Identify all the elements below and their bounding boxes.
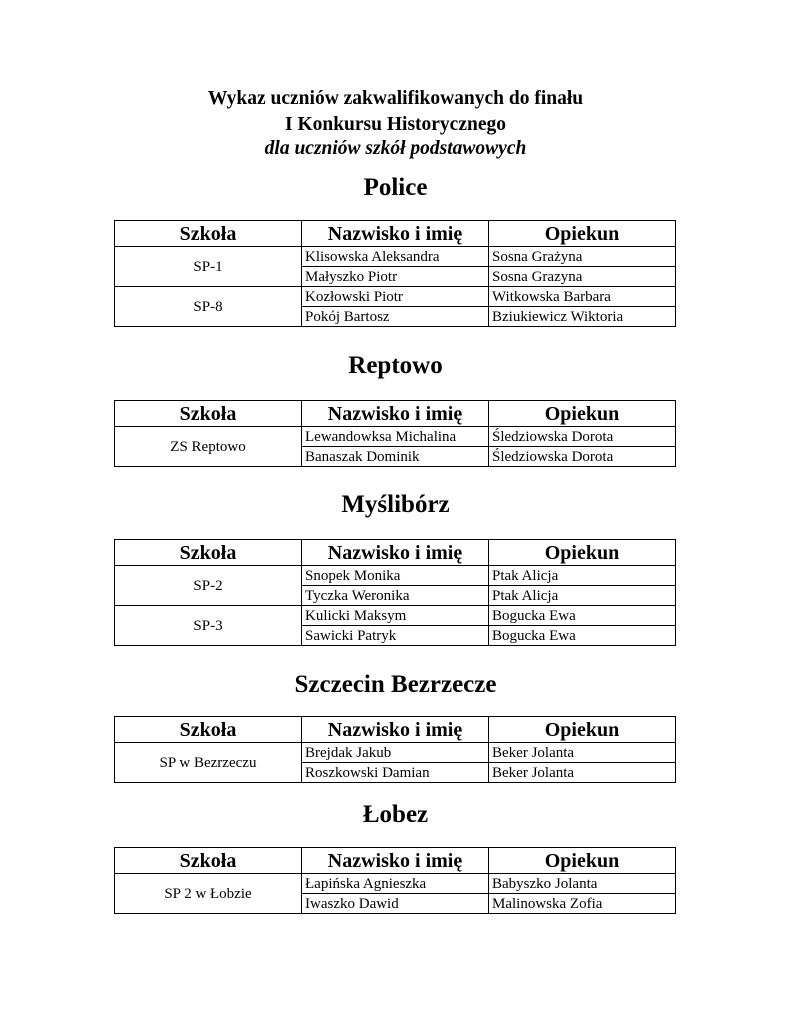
mentor-cell: Malinowska Zofia bbox=[489, 894, 676, 914]
mentor-cell: Bogucka Ewa bbox=[489, 606, 676, 626]
table-row bbox=[115, 247, 676, 267]
table-row bbox=[115, 743, 676, 763]
column-header-name: Nazwisko i imię bbox=[302, 401, 489, 427]
student-name-cell: Iwaszko Dawid bbox=[302, 894, 489, 914]
student-name-cell: Tyczka Weronika bbox=[302, 586, 489, 606]
table-header-row bbox=[115, 540, 676, 566]
school-cell: SP-8 bbox=[115, 287, 302, 327]
city-heading-lobez: Łobez bbox=[362, 801, 429, 828]
school-cell: SP 2 w Łobzie bbox=[115, 874, 302, 914]
student-name-cell: Sawicki Patryk bbox=[302, 626, 489, 646]
results-table-reptowo bbox=[114, 400, 676, 467]
results-table-lobez bbox=[114, 847, 676, 914]
column-header-mentor: Opiekun bbox=[489, 540, 676, 566]
column-header-school: Szkoła bbox=[115, 717, 302, 743]
student-name-cell: Banaszak Dominik bbox=[302, 447, 489, 467]
mentor-cell: Ptak Alicja bbox=[489, 566, 676, 586]
table-row bbox=[115, 874, 676, 894]
table-header-row bbox=[115, 848, 676, 874]
student-name-cell: Łapińska Agnieszka bbox=[302, 874, 489, 894]
student-name-cell: Klisowska Aleksandra bbox=[302, 247, 489, 267]
column-header-mentor: Opiekun bbox=[489, 717, 676, 743]
column-header-name: Nazwisko i imię bbox=[302, 221, 489, 247]
document-title-line1: Wykaz uczniów zakwalifikowanych do finału bbox=[207, 88, 584, 109]
student-name-cell: Roszkowski Damian bbox=[302, 763, 489, 783]
column-header-name: Nazwisko i imię bbox=[302, 717, 489, 743]
mentor-cell: Śledziowska Dorota bbox=[489, 447, 676, 467]
results-table-mysliborz bbox=[114, 539, 676, 646]
table-header-row bbox=[115, 221, 676, 247]
table-row bbox=[115, 606, 676, 626]
mentor-cell: Sosna Grażyna bbox=[489, 247, 676, 267]
column-header-name: Nazwisko i imię bbox=[302, 848, 489, 874]
column-header-mentor: Opiekun bbox=[489, 401, 676, 427]
mentor-cell: Sosna Grazyna bbox=[489, 267, 676, 287]
school-cell: SP-3 bbox=[115, 606, 302, 646]
table-row bbox=[115, 287, 676, 307]
mentor-cell: Bziukiewicz Wiktoria bbox=[489, 307, 676, 327]
city-heading-reptowo: Reptowo bbox=[348, 352, 443, 379]
student-name-cell: Kulicki Maksym bbox=[302, 606, 489, 626]
table-row bbox=[115, 427, 676, 447]
mentor-cell: Śledziowska Dorota bbox=[489, 427, 676, 447]
school-cell: ZS Reptowo bbox=[115, 427, 302, 467]
results-table-police bbox=[114, 220, 676, 327]
school-cell: SP-1 bbox=[115, 247, 302, 287]
column-header-mentor: Opiekun bbox=[489, 221, 676, 247]
student-name-cell: Pokój Bartosz bbox=[302, 307, 489, 327]
mentor-cell: Beker Jolanta bbox=[489, 763, 676, 783]
column-header-school: Szkoła bbox=[115, 401, 302, 427]
student-name-cell: Lewandowksa Michalina bbox=[302, 427, 489, 447]
student-name-cell: Kozłowski Piotr bbox=[302, 287, 489, 307]
school-cell: SP-2 bbox=[115, 566, 302, 606]
city-heading-police: Police bbox=[363, 174, 428, 201]
city-heading-szczecin-bezrzecze: Szczecin Bezrzecze bbox=[294, 671, 497, 698]
document-subtitle: dla uczniów szkół podstawowych bbox=[264, 138, 527, 159]
column-header-mentor: Opiekun bbox=[489, 848, 676, 874]
column-header-name: Nazwisko i imię bbox=[302, 540, 489, 566]
column-header-school: Szkoła bbox=[115, 540, 302, 566]
student-name-cell: Snopek Monika bbox=[302, 566, 489, 586]
column-header-school: Szkoła bbox=[115, 848, 302, 874]
mentor-cell: Ptak Alicja bbox=[489, 586, 676, 606]
column-header-school: Szkoła bbox=[115, 221, 302, 247]
mentor-cell: Bogucka Ewa bbox=[489, 626, 676, 646]
student-name-cell: Małyszko Piotr bbox=[302, 267, 489, 287]
table-row bbox=[115, 566, 676, 586]
mentor-cell: Witkowska Barbara bbox=[489, 287, 676, 307]
mentor-cell: Babyszko Jolanta bbox=[489, 874, 676, 894]
table-header-row bbox=[115, 717, 676, 743]
city-heading-mysliborz: Myślibórz bbox=[341, 491, 450, 518]
school-cell: SP w Bezrzeczu bbox=[115, 743, 302, 783]
document-title-line2: I Konkursu Historycznego bbox=[284, 114, 506, 135]
student-name-cell: Brejdak Jakub bbox=[302, 743, 489, 763]
mentor-cell: Beker Jolanta bbox=[489, 743, 676, 763]
results-table-szczecin-bezrzecze bbox=[114, 716, 676, 783]
table-header-row bbox=[115, 401, 676, 427]
